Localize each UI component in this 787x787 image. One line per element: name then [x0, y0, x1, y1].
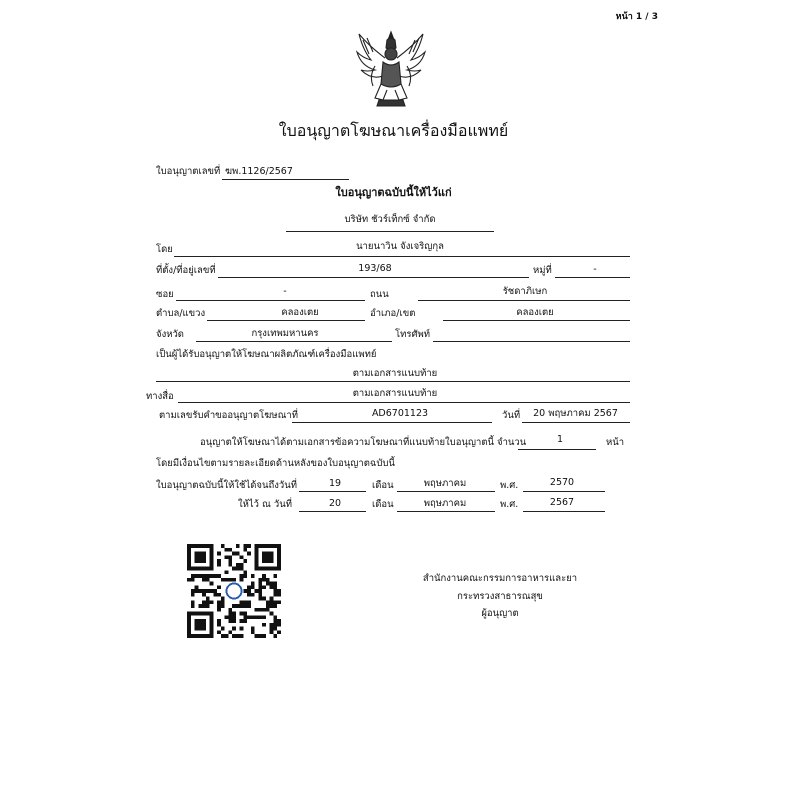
media-label: ทางสื่อ [146, 391, 174, 402]
request-date-label: วันที่ [502, 410, 521, 421]
request-date-value: 20 พฤษภาคม 2567 [533, 408, 618, 419]
valid-until-year-line [523, 491, 605, 492]
authority-office: สำนักงานคณะกรรมการอาหารและยา [422, 573, 578, 584]
media-line [178, 402, 630, 403]
request-value: AD6701123 [371, 408, 429, 419]
product-value: ตามเอกสารแนบท้าย [352, 368, 438, 379]
by-line [174, 256, 630, 257]
valid-until-year: 2570 [549, 477, 575, 488]
soi-label: ซอย [156, 289, 174, 300]
issued-on-month: พฤษภาคม [423, 498, 467, 509]
subdistrict-line [207, 320, 365, 321]
district-label: อำเภอ/เขต [370, 308, 416, 319]
by-value: นายนาวิน จังเจริญกุล [356, 241, 444, 252]
soi-value: - [283, 286, 287, 297]
product-line [156, 381, 630, 382]
moo-line [555, 277, 630, 278]
district-line [443, 320, 630, 321]
authority-licensor: ผู้อนุญาต [481, 608, 519, 619]
moo-label: หมู่ที่ [533, 265, 552, 276]
subdistrict-label: ตำบล/แขวง [156, 308, 206, 319]
approval-count: 1 [556, 434, 564, 445]
soi-line [176, 300, 365, 301]
license-no-label: ใบอนุญาตเลขที่ [156, 166, 221, 177]
request-date-line [522, 422, 630, 423]
company-name: บริษัท ชัวร์เท็กซ์ จำกัด [344, 214, 436, 225]
license-no-value: ฆพ.1126/2567 [225, 166, 293, 177]
page-number: หน้า 1 / 3 [615, 12, 658, 22]
media-value: ตามเอกสารแนบท้าย [352, 388, 438, 399]
issued-on-day-line [299, 511, 366, 512]
phone-line [433, 341, 630, 342]
issued-on-year: 2567 [549, 497, 575, 508]
road-line [418, 300, 630, 301]
issued-on-month-label: เดือน [372, 499, 394, 510]
province-value: กรุงเทพมหานคร [251, 328, 319, 339]
valid-until-month-label: เดือน [372, 480, 394, 491]
address-line [218, 277, 529, 278]
company-line [286, 231, 494, 232]
address-value: 193/68 [358, 263, 392, 274]
valid-until-month: พฤษภาคม [423, 478, 467, 489]
license-no-line [222, 179, 349, 180]
qr-code-icon [187, 544, 281, 638]
phone-label: โทรศัพท์ [395, 329, 431, 340]
request-line [292, 422, 492, 423]
valid-until-year-label: พ.ศ. [500, 480, 519, 491]
province-label: จังหวัด [156, 329, 184, 340]
subdistrict-value: คลองเตย [281, 307, 319, 318]
document-title: ใบอนุญาตโฆษณาเครื่องมือแพทย์ [278, 121, 509, 140]
issued-on-year-label: พ.ศ. [500, 499, 519, 510]
district-value: คลองเตย [516, 307, 554, 318]
garuda-emblem-icon [349, 28, 433, 112]
road-label: ถนน [370, 289, 389, 300]
approval-text: อนุญาตให้โฆษณาได้ตามเอกสารข้อความโฆษณาที่แนบท้ายใบอนุญาตนี้ จำนวน [200, 437, 527, 448]
issued-to-heading: ใบอนุญาตฉบับนี้ให้ไว้แก่ [335, 186, 452, 199]
valid-until-day: 19 [328, 478, 342, 489]
moo-value: - [593, 264, 597, 275]
province-line [196, 341, 392, 342]
valid-until-month-line [397, 491, 495, 492]
address-label: ที่ตั้ง/ที่อยู่เลขที่ [156, 265, 216, 276]
road-value: รัชดาภิเษก [502, 286, 548, 297]
conditions-text: โดยมีเงื่อนไขตามรายละเอียดด้านหลังของใบอนุญาตฉบับนี้ [156, 458, 395, 469]
approval-unit: หน้า [606, 437, 625, 448]
product-label: เป็นผู้ได้รับอนุญาตให้โฆษณาผลิตภัณฑ์เครื่องมือแพทย์ [156, 349, 377, 360]
request-label: ตามเลขรับคำขออนุญาตโฆษณาที่ [159, 410, 298, 421]
valid-until-day-line [299, 491, 366, 492]
authority-ministry: กระทรวงสาธารณสุข [457, 591, 543, 602]
issued-on-month-line [397, 511, 495, 512]
issued-on-day: 20 [328, 498, 342, 509]
issued-on-year-line [523, 511, 605, 512]
issued-on-label: ให้ไว้ ณ วันที่ [238, 499, 292, 510]
approval-count-line [518, 449, 596, 450]
by-label: โดย [156, 244, 173, 255]
valid-until-label: ใบอนุญาตฉบับนี้ให้ใช้ได้จนถึงวันที่ [156, 480, 297, 491]
